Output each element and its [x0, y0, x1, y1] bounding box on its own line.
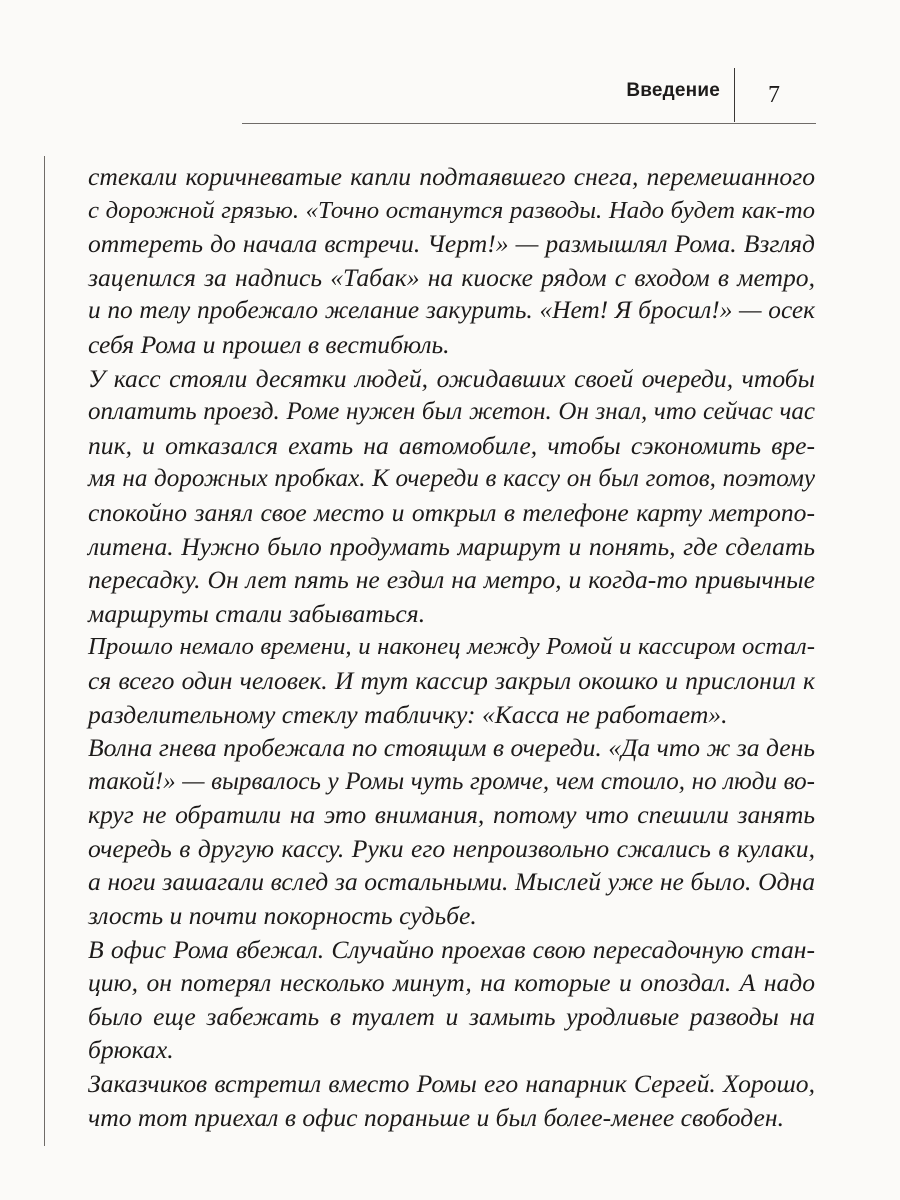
text-line: злость и почти покорность судьбе. — [88, 901, 477, 931]
text-line: брюках. — [88, 1035, 174, 1065]
text-line: оттереть до начала встречи. Черт!» — размышлял Рома. Взгляд — [88, 229, 815, 259]
page-header — [0, 0, 900, 130]
text-line: маршруты стали забываться. — [88, 598, 426, 628]
text-line: мя на дорожных пробках. К очереди в кассу он был готов, поэтому — [88, 465, 815, 493]
text-line: цию, он потерял несколько минут, на которые и опоздал. А надо — [88, 968, 815, 998]
text-line: Прошло немало времени, и наконец между Ромой и кассиром остал- — [88, 633, 815, 661]
text-line: очередь в другую кассу. Руки его непроизвольно сжались в кулаки, — [88, 833, 815, 863]
body-text — [88, 160, 815, 1134]
text-line: и по телу пробежало желание закурить. «Нет! Я бросил!» — осек — [88, 296, 815, 325]
text-line: зацепился за надпись «Табак» на киоске рядом с входом в метро, — [88, 262, 815, 292]
text-line: литена. Нужно было продумать маршрут и понять, где сделать — [88, 531, 815, 561]
text-line: с дорожной грязью. «Точно останутся разводы. Надо будет как-то — [88, 196, 815, 224]
text-line: У касс стояли десятки людей, ожидавших своей очереди, чтобы — [88, 363, 815, 393]
text-line: круг не обратили на это внимания, потому что спешили занять — [88, 800, 815, 830]
text-line: стекали коричневатые капли подтаявшего снега, перемешанного — [88, 162, 815, 191]
text-line: оплатить проезд. Роме нужен был жетон. Он знал, что сейчас час — [88, 398, 815, 426]
header-rule — [242, 123, 816, 124]
text-line: такой!» — вырвалось у Ромы чуть громче, чем стоило, но люди во- — [88, 767, 815, 795]
text-line: было еще забежать в туалет и замыть уродливые разводы на — [88, 1001, 815, 1031]
text-line: себя Рома и прошел в вестибюль. — [88, 329, 450, 359]
text-line: что тот приехал в офис пораньше и был более-менее свободен. — [88, 1102, 784, 1132]
text-line: пик, и отказался ехать на автомобиле, чтобы сэкономить вре- — [88, 430, 815, 460]
text-line: Заказчиков встретил вместо Ромы его напарник Сергей. Хорошо, — [88, 1069, 815, 1099]
text-line: спокойно занял свое место и открыл в телефоне карту метропо- — [88, 497, 815, 527]
text-line: Волна гнева пробежала по стоящим в очереди. «Да что ж за день — [88, 733, 815, 763]
header-divider — [734, 68, 735, 122]
running-title: Введение — [626, 80, 720, 101]
text-line: пересадку. Он лет пять не ездил на метро, и когда-то привычные — [88, 565, 815, 595]
margin-rule — [44, 156, 45, 1146]
text-line: разделительному стеклу табличку: «Касса не работает». — [88, 699, 728, 729]
text-line: а ноги зашагали вслед за остальными. Мыслей уже не было. Одна — [88, 867, 815, 897]
text-line: ся всего один человек. И тут кассир закрыл окошко и прислонил к — [88, 665, 815, 695]
text-line: В офис Рома вбежал. Случайно проехав свою пересадочную стан- — [88, 934, 815, 964]
page-number: 7 — [768, 82, 780, 108]
